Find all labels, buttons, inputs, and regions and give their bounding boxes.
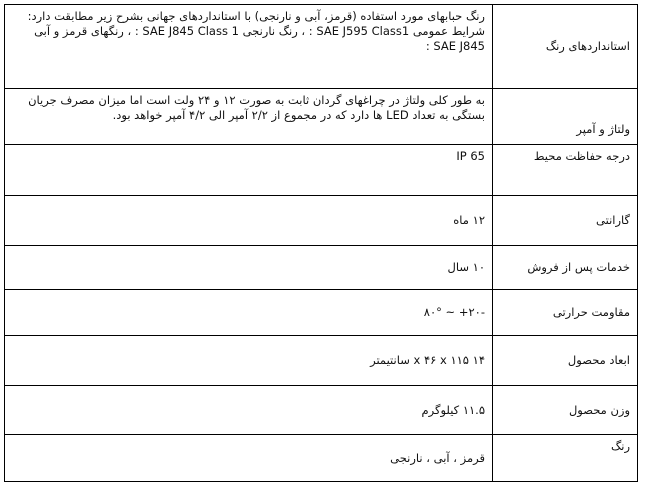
row-label-weight: وزن محصول [493, 386, 638, 435]
row-value-after-sales: ۱۰ سال [5, 246, 493, 290]
row-label-color: رنگ [493, 435, 638, 482]
specification-table [4, 4, 638, 482]
row-value-protection-rating: IP 65 [5, 145, 493, 196]
row-label-after-sales: خدمات پس از فروش [493, 246, 638, 290]
table-row [5, 336, 638, 386]
row-label-heat-resistance: مقاومت حرارتی [493, 290, 638, 336]
row-label-color-standards: استانداردهای رنگ [493, 5, 638, 89]
row-value-heat-resistance: -۲۰+ ~ ۸۰° [5, 290, 493, 336]
row-label-warranty: گارانتی [493, 196, 638, 246]
row-label-dimensions: ابعاد محصول [493, 336, 638, 386]
row-value-dimensions: ۱۴ x ۴۶ x ۱۱۵ سانتیمتر [5, 336, 493, 386]
row-value-voltage-ampere: به طور کلی ولتاژ در چراغهای گردان ثابت به صورت ۱۲ و ۲۴ ولت است اما میزان مصرف جریان بستگی به تعداد LED ها دارد که در مجموع از ۲/۲ آمپر الی ۴/۲ آمپر خواهد بود. [5, 89, 493, 145]
table-row [5, 5, 638, 89]
row-label-protection-rating: درجه حفاظت محیط [493, 145, 638, 196]
row-label-voltage-ampere: ولتاژ و آمپر [493, 89, 638, 145]
table-row [5, 386, 638, 435]
table-row [5, 246, 638, 290]
table-row [5, 196, 638, 246]
table-row [5, 435, 638, 482]
row-value-color: قرمز ، آبی ، نارنجی [5, 435, 493, 482]
table-row [5, 145, 638, 196]
row-value-warranty: ۱۲ ماه [5, 196, 493, 246]
row-value-weight: ۱۱.۵ کیلوگرم [5, 386, 493, 435]
table-row [5, 290, 638, 336]
row-value-color-standards: رنگ حبابهای مورد استفاده (قرمز، آبی و نارنجی) با استانداردهای جهانی بشرح زیر مطابقت دارد: شرایط عمومی SAE J595 Class1 : ، رنگ نارنجی SAE J845 Class 1 : ، رنگهای قرمز و آبی SAE J845 : [5, 5, 493, 89]
table-row [5, 89, 638, 145]
